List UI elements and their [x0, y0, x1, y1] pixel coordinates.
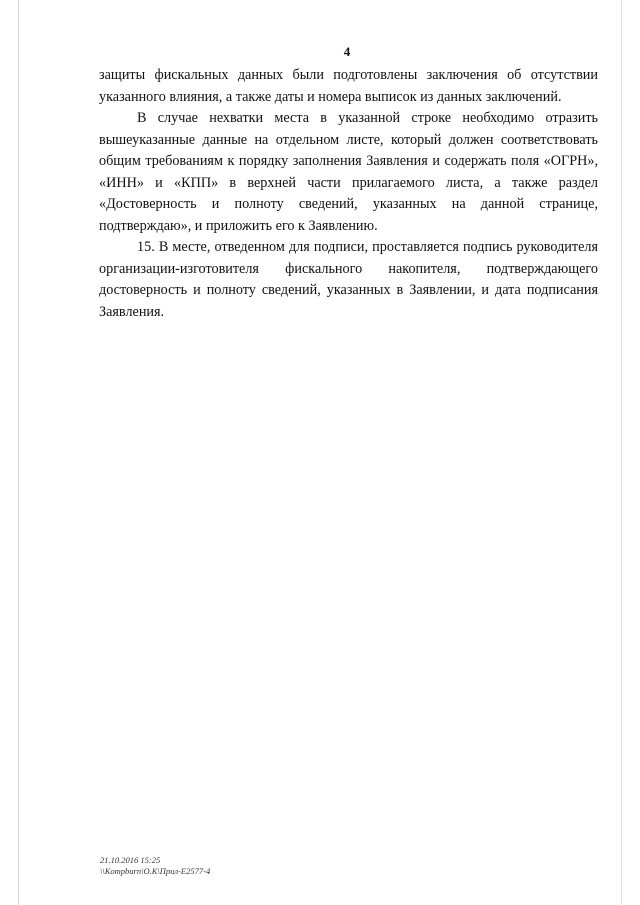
page-left-edge — [18, 0, 19, 905]
page-right-edge — [621, 0, 622, 905]
footer-timestamp: 21.10.2016 15:25 — [100, 855, 161, 865]
paragraph-space-shortage: В случае нехватки места в указанной строке необходимо отразить вышеуказанные данные на отдельном листе, который должен соответствовать общим требованиям к порядку заполнения Заявления и содержать поля «ОГРН», «ИНН» и «КПП» в верхней части прилагаемого листа, а также раздел «Достоверность и полноту сведений, указанных на данной странице, подтверждаю», и приложить его к Заявлению. — [99, 110, 598, 234]
footer-file-path: \\Kompburn\O.K\Прил-Е2577-4 — [100, 865, 211, 876]
paragraph-item-15: 15. В месте, отведенном для подписи, проставляется подпись руководителя организации-изготовителя фискального накопителя, подтверждающего достоверность и полноту сведений, указанных в Заявлении, и дата подписания Заявления. — [99, 239, 598, 320]
page-number: 4 — [343, 44, 351, 59]
document-footer — [100, 855, 210, 876]
document-body — [99, 65, 598, 323]
paragraph-continuation: защиты фискальных данных были подготовлены заключения об отсутствии указанного влияния, а также даты и номера выписок из данных заключений. — [99, 67, 598, 105]
